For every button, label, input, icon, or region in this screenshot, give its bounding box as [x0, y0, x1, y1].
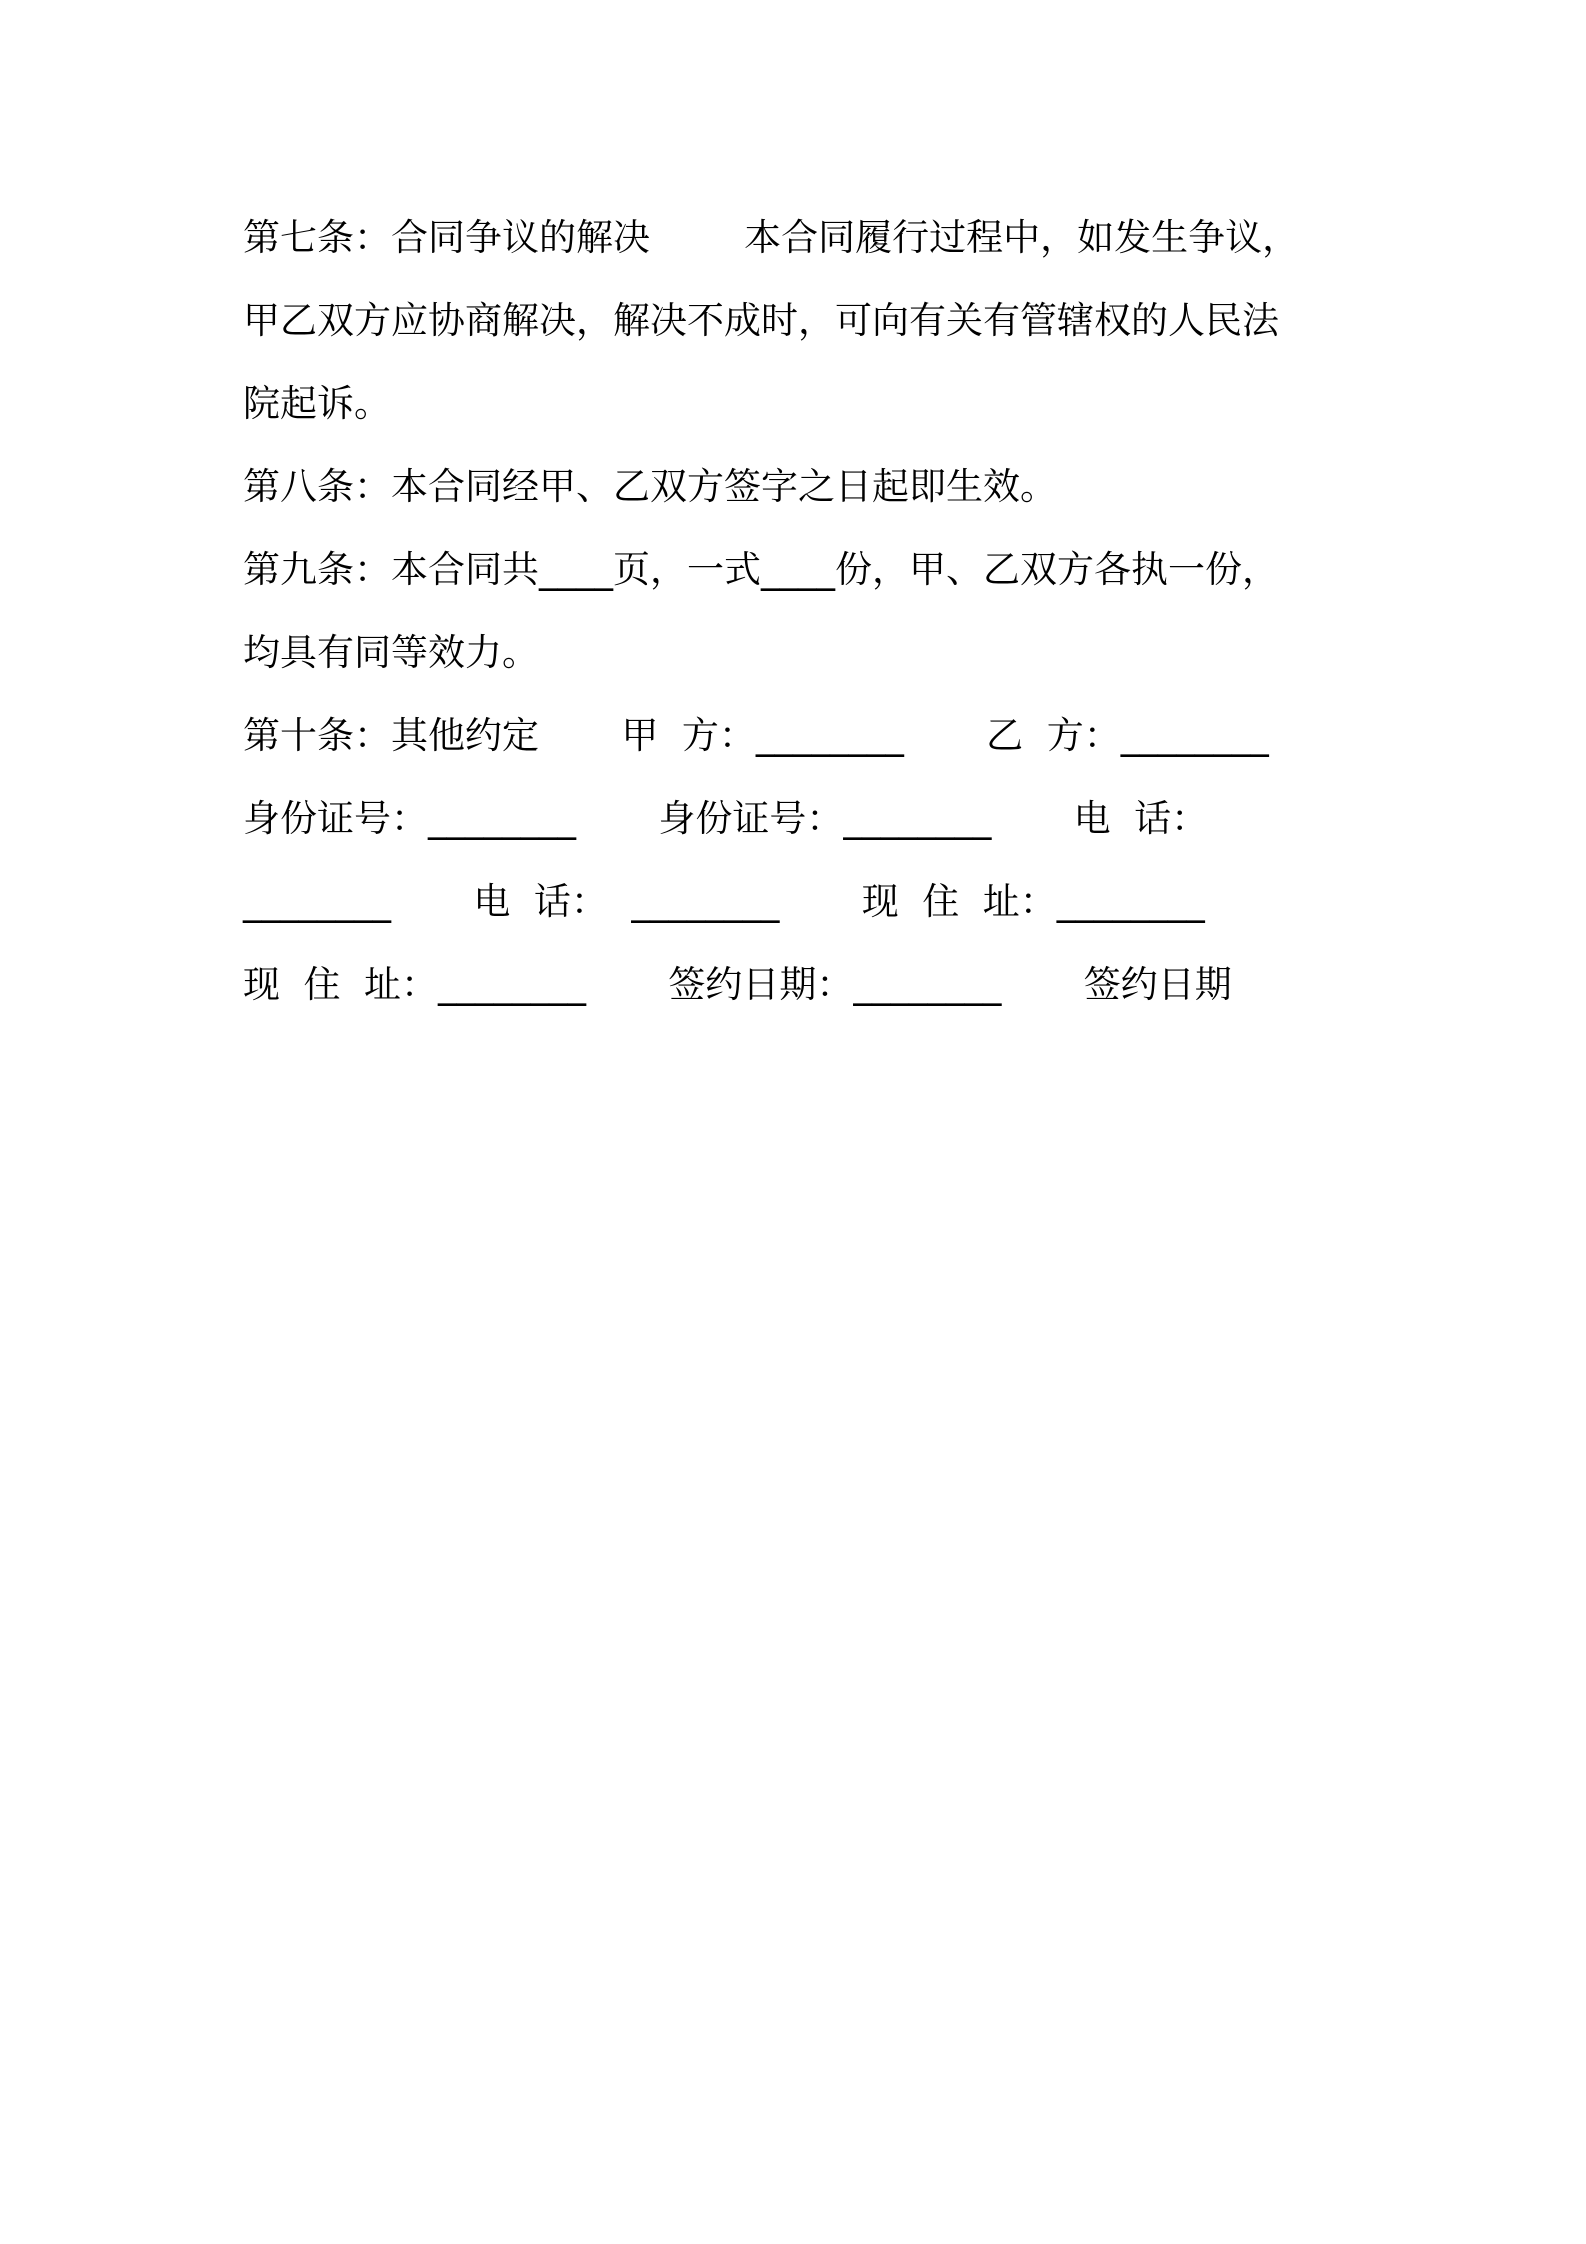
article-7-line-2: 甲乙双方应协商解决，解决不成时，可向有关有管辖权的人民法 — [243, 299, 1279, 342]
phone-address-line: ________ 电 话： ________ 现 住 址：________ — [243, 880, 1205, 923]
article-8-line: 第八条：本合同经甲、乙双方签字之日起即生效。 — [243, 465, 1057, 508]
article-7-line-3: 院起诉。 — [243, 382, 391, 425]
article-7-line-1: 第七条：合同争议的解决 本合同履行过程中，如发生争议， — [243, 216, 1300, 259]
contract-body — [243, 196, 1373, 1026]
address-signing-date-line: 现 住 址：________ 签约日期：________ 签约日期 — [243, 963, 1232, 1006]
article-9-line-2: 均具有同等效力。 — [243, 631, 539, 674]
article-9-line-1: 第九条：本合同共____页，一式____份，甲、乙双方各执一份， — [243, 548, 1279, 591]
id-number-line: 身份证号：________ 身份证号：________ 电 话： — [243, 797, 1209, 840]
article-10-and-party-line: 第十条：其他约定 甲 方：________ 乙 方：________ — [243, 714, 1269, 757]
